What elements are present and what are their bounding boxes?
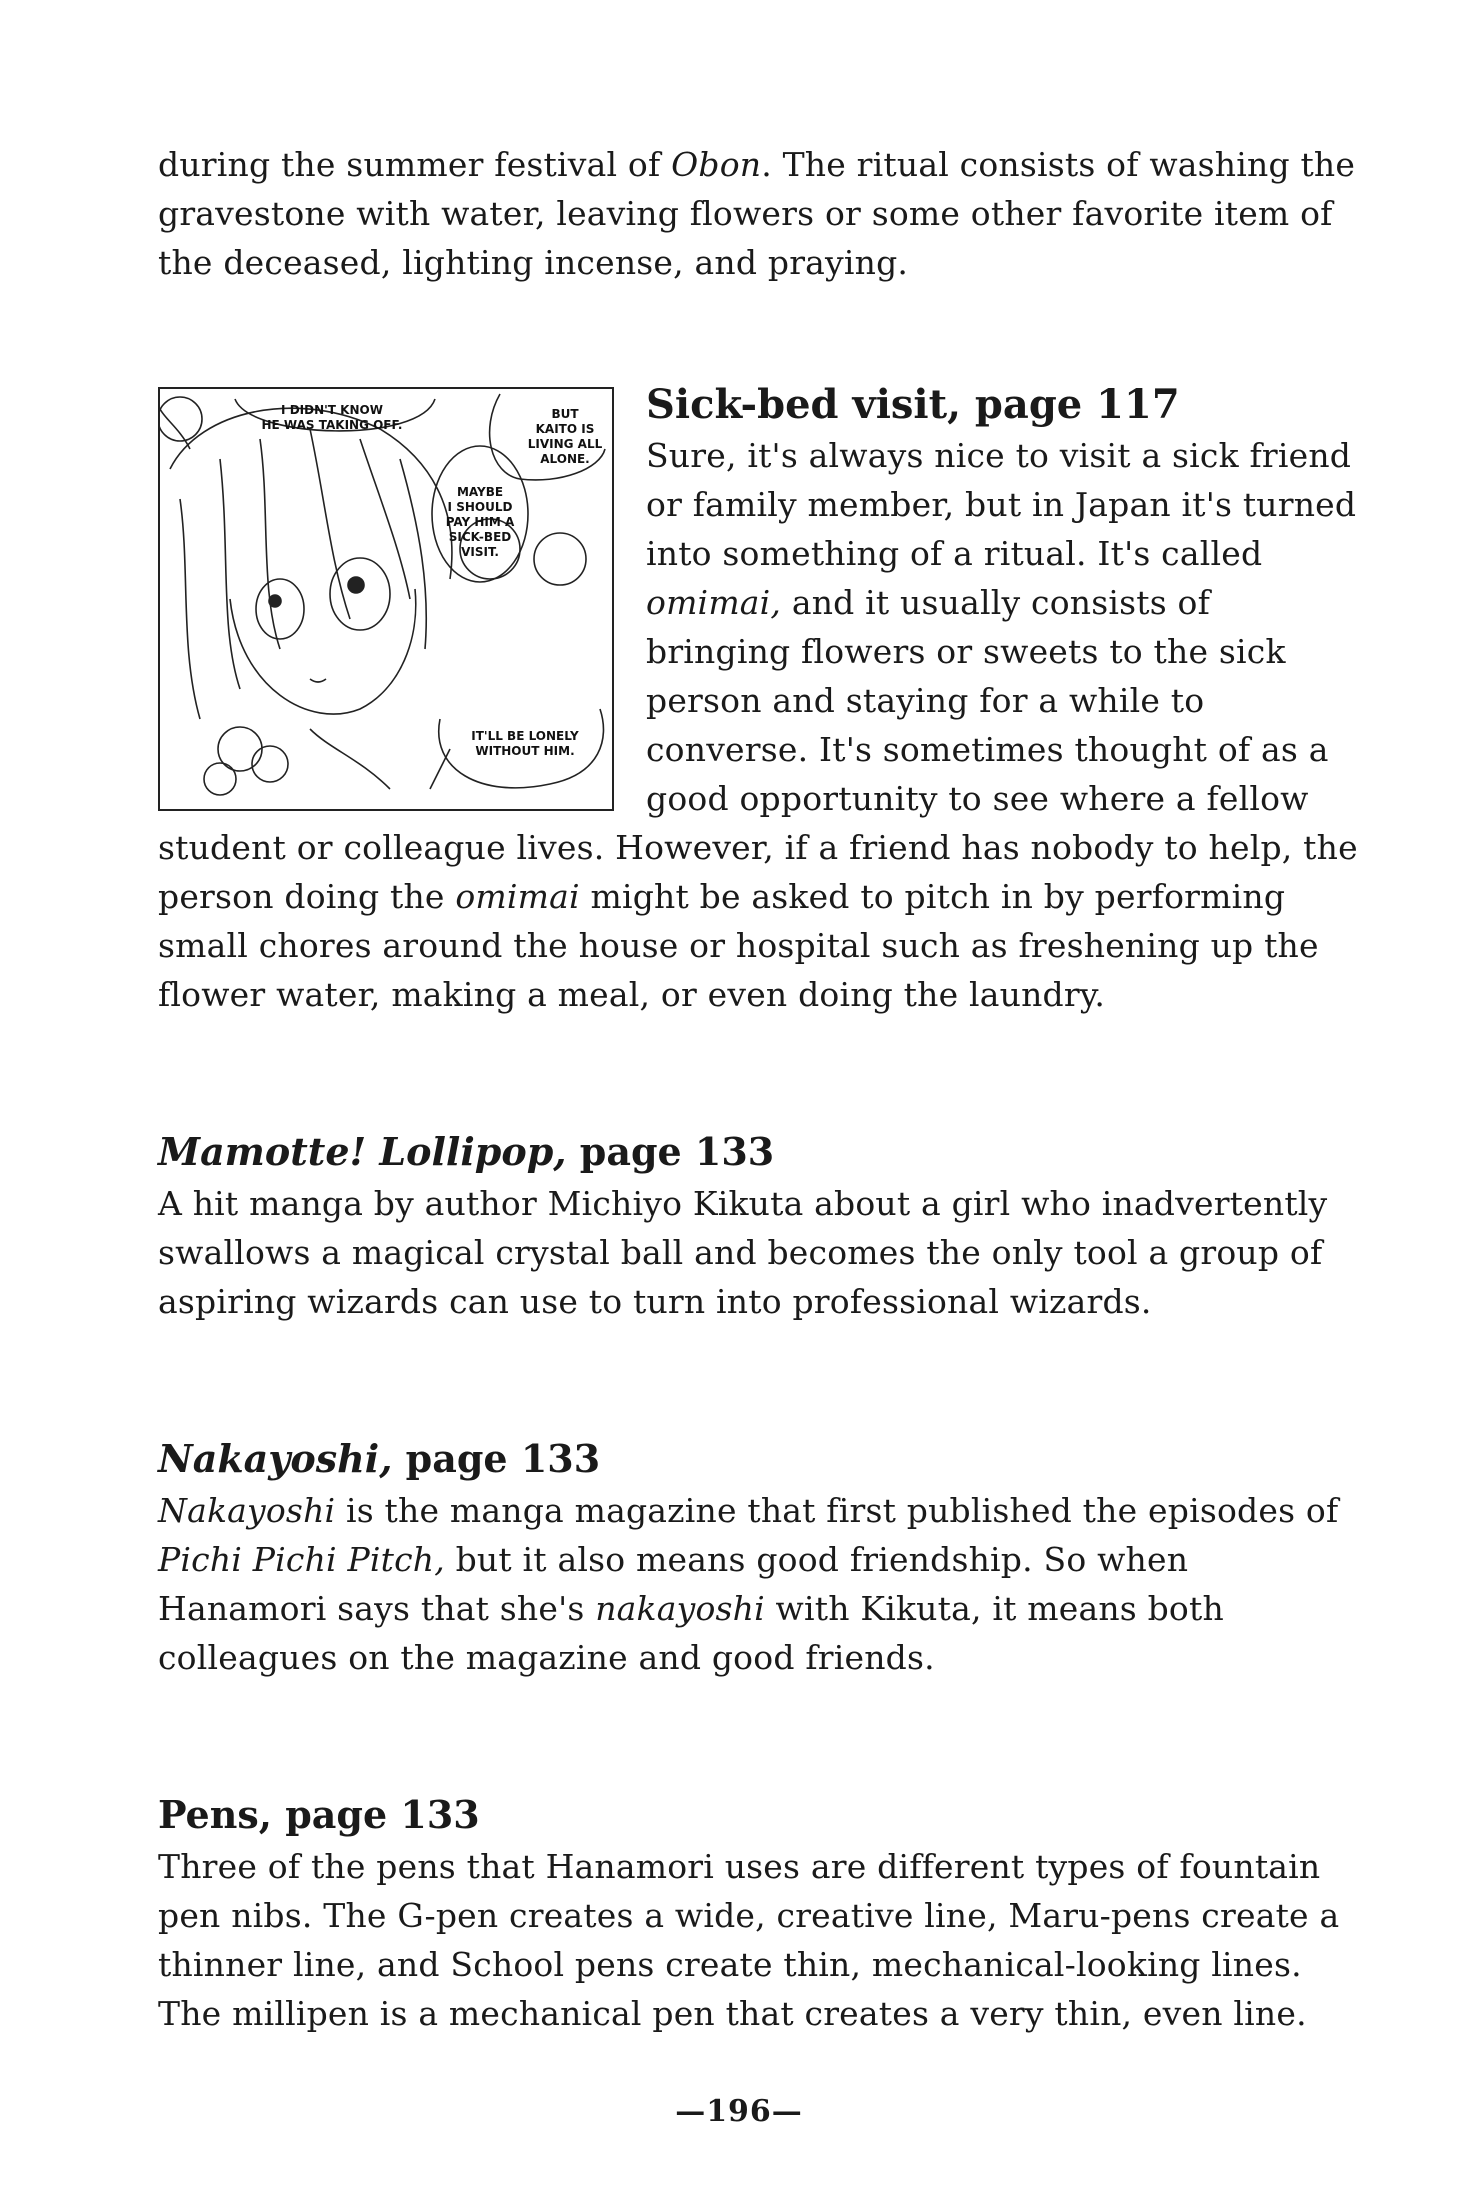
mamotte-paragraph: A hit manga by author Michiyo Kikuta about a girl who inadvertently swallows a magical crystal ball and becomes the only tool a group of aspiring wizards can use to turn into professional wizards.	[158, 1184, 1328, 1321]
manga-panel-illustration	[158, 387, 614, 811]
mamotte-section	[158, 1127, 1358, 1326]
speech-bubble-1: I DIDN'T KNOW HE WAS TAKING OFF.	[261, 403, 403, 432]
intro-emphasis: Obon	[671, 145, 762, 184]
page-number: —196—	[675, 2094, 803, 2129]
nakayoshi-paragraph: Nakayoshi is the manga magazine that first published the episodes of Pichi Pichi Pitch, but it also means good friendship. So when Hanamori says that she's nakayoshi with Kikuta, it means both colleagues on the magazine and good friends.	[158, 1491, 1339, 1677]
speech-bubble-2: BUT KAITO IS LIVING ALL ALONE.	[527, 407, 603, 466]
nakayoshi-section	[158, 1434, 1358, 1682]
document-page	[158, 140, 1358, 2038]
pens-heading: Pens, page 133	[158, 1792, 480, 1837]
pens-section	[158, 1790, 1358, 2038]
pens-paragraph: Three of the pens that Hanamori uses are different types of fountain pen nibs. The G-pen creates a wide, creative line, Maru-pens create a thinner line, and School pens create thin, mechanical-looking lines. The millipen is a mechanical pen that creates a very thin, even line.	[158, 1847, 1340, 2033]
nakayoshi-heading: Nakayoshi, page 133	[158, 1436, 601, 1481]
sickbed-section	[158, 379, 1358, 1019]
sickbed-heading: Sick-bed visit, page 117	[646, 381, 1180, 428]
sickbed-paragraph: Sure, it's always nice to visit a sick friend or family member, but in Japan it's turned into something of a ritual. It's called omimai, and it usually consists of bringing flowers or sweets to the sick person and staying for a while to converse. It's sometimes thought of as a good opportunity to see where a fellow student or colleague lives. However, if a friend has nobody to help, the person doing the omimai might be asked to pitch in by performing small chores around the house or hospital such as freshening up the flower water, making a meal, or even doing the laundry.	[158, 436, 1358, 1014]
speech-bubble-3: MAYBE I SHOULD PAY HIM A SICK-BED VISIT.	[445, 485, 515, 559]
intro-paragraph: during the summer festival of Obon. The ritual consists of washing the gravestone with water, leaving flowers or some other favorite item of the deceased, lighting incense, and praying.	[158, 145, 1356, 282]
mamotte-heading: Mamotte! Lollipop, page 133	[158, 1129, 775, 1174]
speech-bubble-4: IT'LL BE LONELY WITHOUT HIM.	[471, 729, 579, 758]
